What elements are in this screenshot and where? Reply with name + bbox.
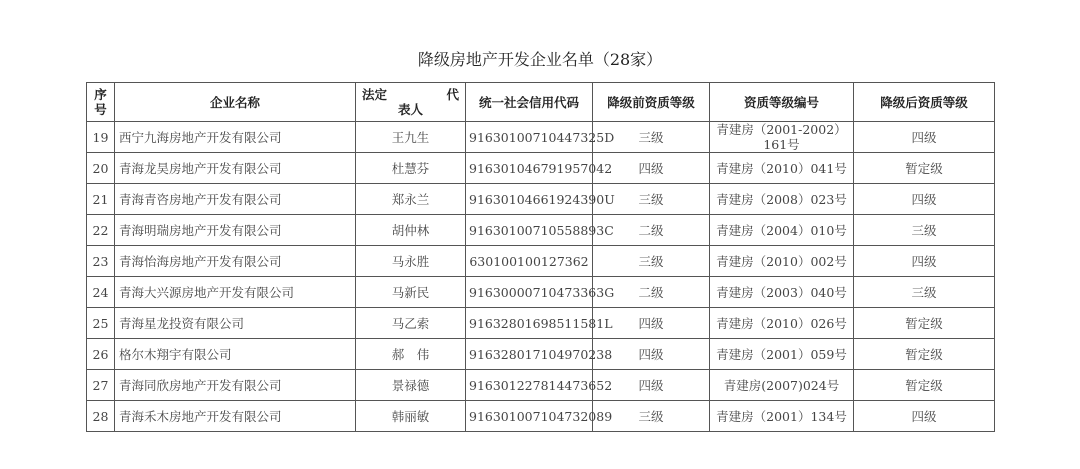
table-row: [87, 122, 995, 153]
row-number: 25: [87, 308, 115, 339]
grade-before: 二级: [593, 277, 710, 308]
credit-code: 916301046791957042: [466, 153, 593, 184]
table-row: [87, 401, 995, 432]
table-row: [87, 339, 995, 370]
company-name: 青海禾木房地产开发有限公司: [115, 401, 356, 432]
company-name: 格尔木翔宇有限公司: [115, 339, 356, 370]
header-cert-number: 资质等级编号: [710, 83, 854, 122]
grade-before: 三级: [593, 401, 710, 432]
grade-after: 四级: [854, 122, 995, 153]
table-row: [87, 277, 995, 308]
header-legal-rep-part2: 代: [446, 87, 459, 102]
credit-code: 916301007104732089: [466, 401, 593, 432]
cert-number: 青建房（2010）026号: [710, 308, 854, 339]
credit-code: 91630100710558893C: [466, 215, 593, 246]
table-row: [87, 184, 995, 215]
grade-before: 四级: [593, 370, 710, 401]
table-row: [87, 246, 995, 277]
table-header-row: [87, 83, 995, 122]
legal-representative: 郑永兰: [356, 184, 466, 215]
cert-number: 青建房（2003）040号: [710, 277, 854, 308]
credit-code: 91630104661924390U: [466, 184, 593, 215]
company-name: 青海青咨房地产开发有限公司: [115, 184, 356, 215]
cert-number: 青建房（2010）041号: [710, 153, 854, 184]
grade-after: 三级: [854, 277, 995, 308]
row-number: 23: [87, 246, 115, 277]
credit-code: 630100100127362: [466, 246, 593, 277]
header-grade-after: 降级后资质等级: [854, 83, 995, 122]
credit-code: 916328017104970238: [466, 339, 593, 370]
header-no: 序号: [87, 83, 115, 122]
row-number: 26: [87, 339, 115, 370]
grade-after: 四级: [854, 184, 995, 215]
company-name: 青海大兴源房地产开发有限公司: [115, 277, 356, 308]
grade-before: 三级: [593, 246, 710, 277]
table-row: [87, 308, 995, 339]
company-name: 青海龙昊房地产开发有限公司: [115, 153, 356, 184]
grade-after: 暂定级: [854, 370, 995, 401]
legal-representative: 马永胜: [356, 246, 466, 277]
grade-before: 四级: [593, 153, 710, 184]
header-legal-rep: [356, 83, 466, 122]
table-row: [87, 153, 995, 184]
grade-after: 三级: [854, 215, 995, 246]
grade-after: 暂定级: [854, 153, 995, 184]
cert-number: 青建房（2004）010号: [710, 215, 854, 246]
company-name: 青海同欣房地产开发有限公司: [115, 370, 356, 401]
cert-number: 青建房（2008）023号: [710, 184, 854, 215]
company-name: 青海怡海房地产开发有限公司: [115, 246, 356, 277]
legal-representative: 马乙索: [356, 308, 466, 339]
company-name: 青海明瑞房地产开发有限公司: [115, 215, 356, 246]
header-legal-rep-part1: 法定: [362, 87, 388, 102]
row-number: 28: [87, 401, 115, 432]
row-number: 27: [87, 370, 115, 401]
legal-representative: 景禄德: [356, 370, 466, 401]
row-number: 19: [87, 122, 115, 153]
cert-number: 青建房（2001-2002）161号: [710, 122, 854, 153]
header-grade-before: 降级前资质等级: [593, 83, 710, 122]
grade-before: 三级: [593, 184, 710, 215]
row-number: 22: [87, 215, 115, 246]
document-title: 降级房地产开发企业名单（28家）: [417, 50, 663, 69]
company-name: 青海星龙投资有限公司: [115, 308, 356, 339]
row-number: 24: [87, 277, 115, 308]
header-credit-code: 统一社会信用代码: [466, 83, 593, 122]
credit-code: 91630000710473363G: [466, 277, 593, 308]
legal-representative: 王九生: [356, 122, 466, 153]
cert-number: 青建房（2001）134号: [710, 401, 854, 432]
grade-after: 四级: [854, 246, 995, 277]
credit-code: 91630100710447325D: [466, 122, 593, 153]
table-row: [87, 215, 995, 246]
legal-representative: 胡仲林: [356, 215, 466, 246]
credit-code: 91632801698511581L: [466, 308, 593, 339]
grade-after: 暂定级: [854, 339, 995, 370]
grade-after: 四级: [854, 401, 995, 432]
cert-number: 青建房（2010）002号: [710, 246, 854, 277]
row-number: 20: [87, 153, 115, 184]
company-name: 西宁九海房地产开发有限公司: [115, 122, 356, 153]
grade-before: 二级: [593, 215, 710, 246]
grade-before: 三级: [593, 122, 710, 153]
grade-after: 暂定级: [854, 308, 995, 339]
legal-representative: 马新民: [356, 277, 466, 308]
legal-representative: 杜慧芬: [356, 153, 466, 184]
cert-number: 青建房（2001）059号: [710, 339, 854, 370]
header-company: 企业名称: [115, 83, 356, 122]
header-legal-rep-part3: 表人: [397, 102, 423, 117]
grade-before: 四级: [593, 308, 710, 339]
cert-number: 青建房(2007)024号: [710, 370, 854, 401]
grade-before: 四级: [593, 339, 710, 370]
credit-code: 916301227814473652: [466, 370, 593, 401]
row-number: 21: [87, 184, 115, 215]
legal-representative: 韩丽敏: [356, 401, 466, 432]
legal-representative: 郝 伟: [356, 339, 466, 370]
downgraded-companies-table: [86, 82, 995, 432]
table-row: [87, 370, 995, 401]
